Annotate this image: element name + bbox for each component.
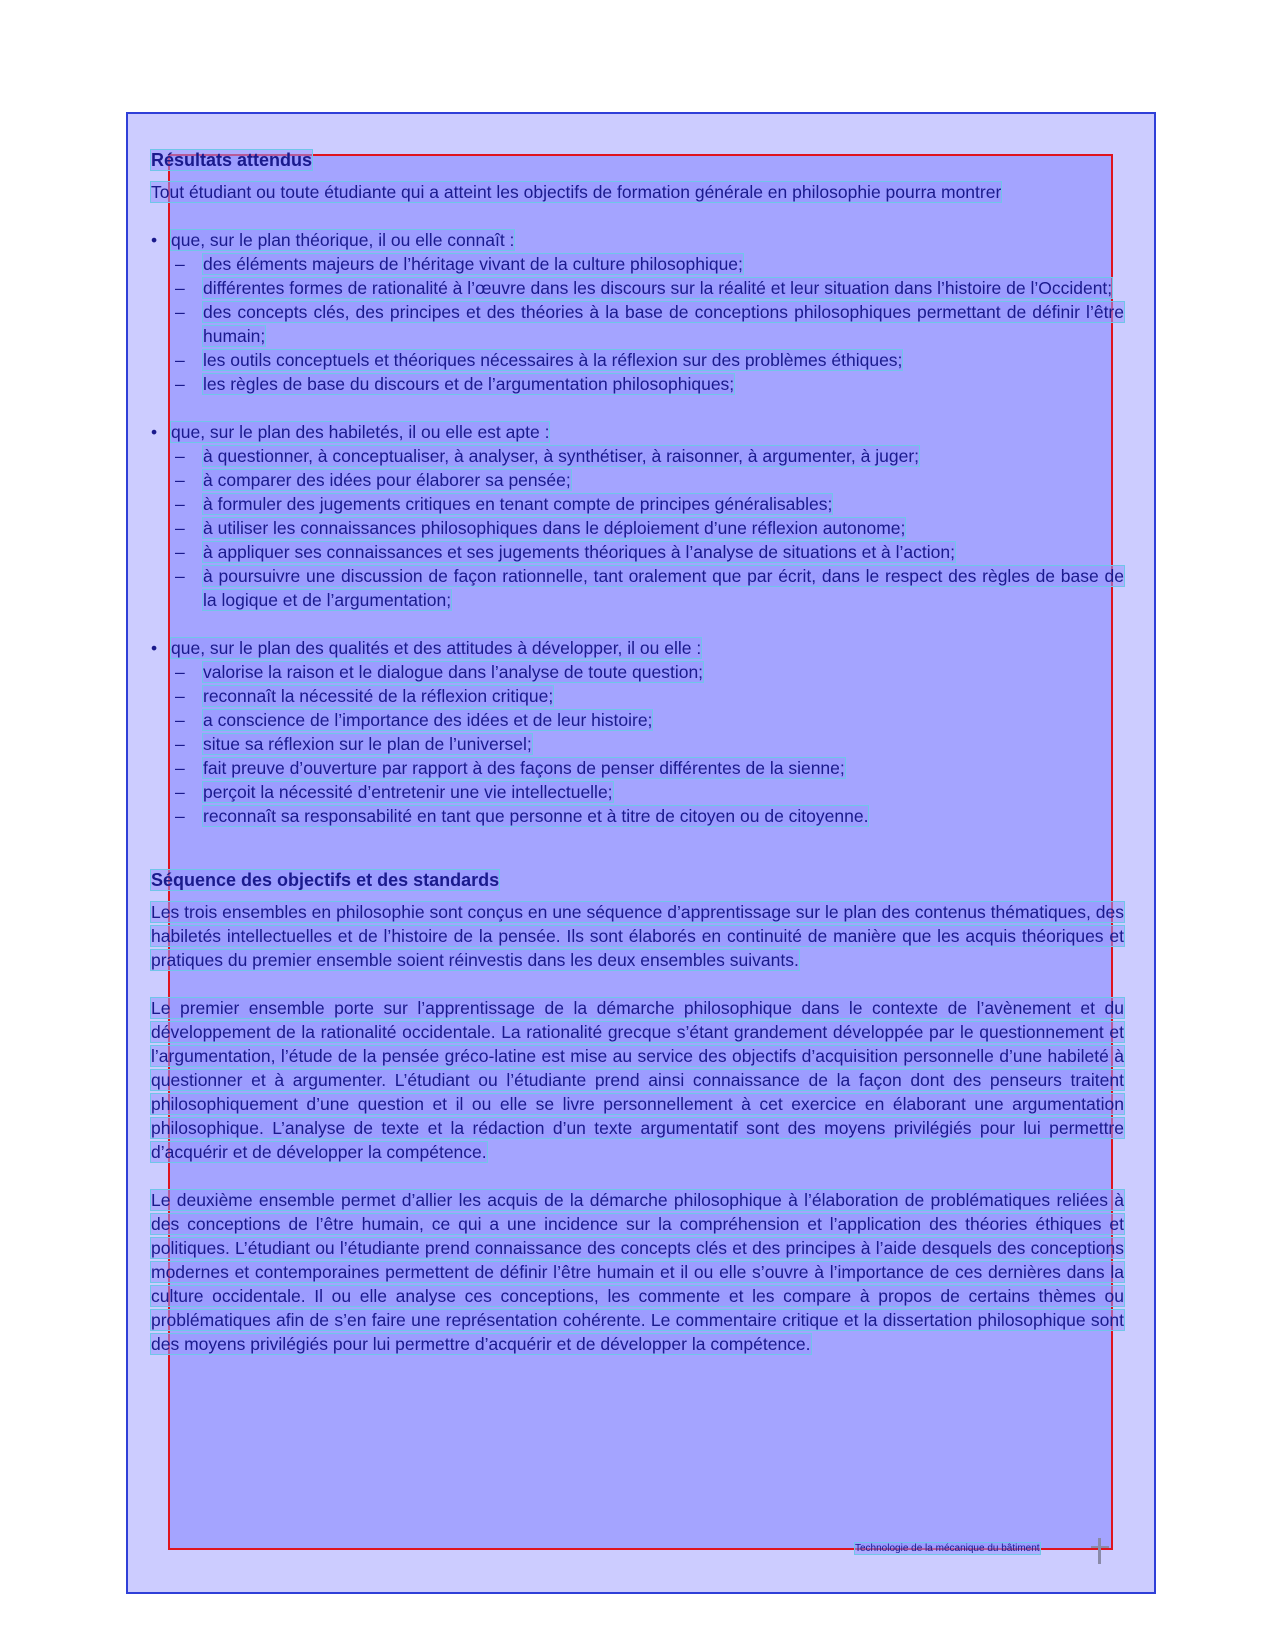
list-item [151, 444, 1124, 468]
bullet-group-qualites [151, 636, 1124, 828]
list-item-text: à appliquer ses connaissances et ses jugements théoriques à l’analyse de situations et à l’action; [203, 542, 955, 562]
dash-icon: – [175, 470, 185, 490]
section-spacer [151, 852, 1124, 868]
footer-text: Technologie de la mécanique du bâtiment [855, 1543, 1040, 1554]
bullet-group-habiletes [151, 420, 1124, 612]
list-item [151, 780, 1124, 804]
document-body [151, 148, 1124, 1380]
bullet-icon: • [151, 422, 158, 442]
dash-icon: – [175, 566, 185, 586]
paragraph-text: Le premier ensemble porte sur l’apprentissage de la démarche philosophique dans le contexte de l’avènement et du développement de la rationalité occidentale. La rationalité grecque s’étant grandement développée par le questionnement et l’argumentation, l’étude de la pensée gréco-latine est mise au service des objectifs d’acquisition personnelle d’une habileté à questionner et à argumenter. L’étudiant ou l’étudiante prend ainsi connaissance de la façon dont des penseurs traitent philosophiquement d’une question et il ou elle se livre personnellement à cet exercice en élaborant une argumentation philosophique. L’analyse de texte et la rédaction d’un texte argumentatif sont des moyens privilégiés pour lui permettre d’acquérir et de développer la compétence. [151, 998, 1124, 1162]
list-item [151, 492, 1124, 516]
dash-icon: – [175, 518, 185, 538]
bullet-head-text: que, sur le plan théorique, il ou elle connaît : [171, 230, 515, 250]
footer-tick-icon [1091, 1546, 1109, 1548]
paragraph [151, 1188, 1124, 1356]
list-item-text: valorise la raison et le dialogue dans l’analyse de toute question; [203, 662, 704, 682]
dash-icon: – [175, 782, 185, 802]
list-item-text: reconnaît la nécessité de la réflexion critique; [203, 686, 554, 706]
dash-icon: – [175, 734, 185, 754]
dash-icon: – [175, 710, 185, 730]
dash-list [151, 252, 1124, 396]
list-item [151, 732, 1124, 756]
list-item-text: reconnaît sa responsabilité en tant que personne et à titre de citoyen ou de citoyenne. [203, 806, 869, 826]
bullet-head [151, 636, 1124, 660]
dash-icon: – [175, 494, 185, 514]
bullet-head-text: que, sur le plan des qualités et des attitudes à développer, il ou elle : [171, 638, 702, 658]
list-item-text: des concepts clés, des principes et des théories à la base de conceptions philosophiques permettant de définir l’être humain; [203, 302, 1124, 346]
dash-icon: – [175, 374, 185, 394]
bullet-head [151, 228, 1124, 252]
list-item [151, 252, 1124, 276]
paragraph [151, 900, 1124, 972]
list-item-text: a conscience de l’importance des idées et de leur histoire; [203, 710, 653, 730]
bullet-icon: • [151, 230, 158, 250]
dash-icon: – [175, 686, 185, 706]
list-item-text: perçoit la nécessité d’entretenir une vie intellectuelle; [203, 782, 613, 802]
list-item-text: à comparer des idées pour élaborer sa pensée; [203, 470, 571, 490]
list-item-text: les règles de base du discours et de l’argumentation philosophiques; [203, 374, 735, 394]
paragraph [151, 996, 1124, 1164]
list-item-text: à formuler des jugements critiques en tenant compte de principes généralisables; [203, 494, 833, 514]
list-item [151, 756, 1124, 780]
list-item [151, 708, 1124, 732]
section-title-text: Séquence des objectifs et des standards [151, 870, 500, 890]
footer-running-title [855, 1542, 1040, 1556]
dash-list [151, 660, 1124, 828]
bullet-icon: • [151, 638, 158, 658]
list-item [151, 348, 1124, 372]
dash-icon: – [175, 446, 185, 466]
list-item [151, 468, 1124, 492]
dash-icon: – [175, 302, 185, 322]
dash-icon: – [175, 758, 185, 778]
list-item [151, 372, 1124, 396]
section-title-text: Résultats attendus [151, 150, 313, 170]
bullet-head [151, 420, 1124, 444]
dash-icon: – [175, 542, 185, 562]
bullet-head-text: que, sur le plan des habiletés, il ou elle est apte : [171, 422, 550, 442]
section-title-resultats [151, 148, 1124, 172]
section-title-sequence [151, 868, 1124, 892]
list-item-text: des éléments majeurs de l’héritage vivant de la culture philosophique; [203, 254, 743, 274]
list-item-text: à utiliser les connaissances philosophiques dans le déploiement d’une réflexion autonome; [203, 518, 906, 538]
list-item-text: fait preuve d’ouverture par rapport à des façons de penser différentes de la sienne; [203, 758, 845, 778]
list-item-text: situe sa réflexion sur le plan de l’universel; [203, 734, 532, 754]
dash-list [151, 444, 1124, 612]
list-item [151, 684, 1124, 708]
paragraph-text: Les trois ensembles en philosophie sont conçus en une séquence d’apprentissage sur le plan des contenus thématiques, des habiletés intellectuelles et de l’histoire de la pensée. Ils sont élaborés en continuité de manière que les acquis théoriques et pratiques du premier ensemble soient réinvestis dans les deux ensembles suivants. [151, 902, 1124, 970]
list-item [151, 660, 1124, 684]
intro-text: Tout étudiant ou toute étudiante qui a atteint les objectifs de formation générale en philosophie pourra montrer [151, 182, 1002, 202]
dash-icon: – [175, 662, 185, 682]
list-item-text: les outils conceptuels et théoriques nécessaires à la réflexion sur des problèmes éthiques; [203, 350, 903, 370]
list-item-text: à poursuivre une discussion de façon rationnelle, tant oralement que par écrit, dans le respect des règles de base de la logique et de l’argumentation; [203, 566, 1124, 610]
list-item [151, 564, 1124, 612]
list-item-text: différentes formes de rationalité à l’œuvre dans les discours sur la réalité et leur situation dans l’histoire de l’Occident; [203, 278, 1113, 298]
list-item [151, 540, 1124, 564]
dash-icon: – [175, 278, 185, 298]
list-item-text: à questionner, à conceptualiser, à analyser, à synthétiser, à raisonner, à argumenter, à juger; [203, 446, 920, 466]
list-item [151, 804, 1124, 828]
paragraph-text: Le deuxième ensemble permet d’allier les acquis de la démarche philosophique à l’élaboration de problématiques reliées à des conceptions de l’être humain, ce qui a une incidence sur la compréhension et l’application des théories éthiques et politiques. L’étudiant ou l’étudiante prend connaissance des concepts clés et des principes à l’aide desquels des conceptions modernes et contemporaines permettent de définir l’être humain et il ou elle s’ouvre à l’importance de ces dernières dans la culture occidentale. Il ou elle analyse ces conceptions, les commente et les compare à propos de certains thèmes ou problématiques afin de s’en faire une représentation cohérente. Le commentaire critique et la dissertation philosophique sont des moyens privilégiés pour lui permettre d’acquérir et de développer la compétence. [151, 1190, 1124, 1354]
list-item [151, 516, 1124, 540]
dash-icon: – [175, 350, 185, 370]
list-item [151, 276, 1124, 300]
list-item [151, 300, 1124, 348]
intro-paragraph [151, 180, 1124, 204]
bullet-group-theorique [151, 228, 1124, 396]
dash-icon: – [175, 806, 185, 826]
dash-icon: – [175, 254, 185, 274]
footer-crop-mark-icon [1098, 1538, 1101, 1564]
